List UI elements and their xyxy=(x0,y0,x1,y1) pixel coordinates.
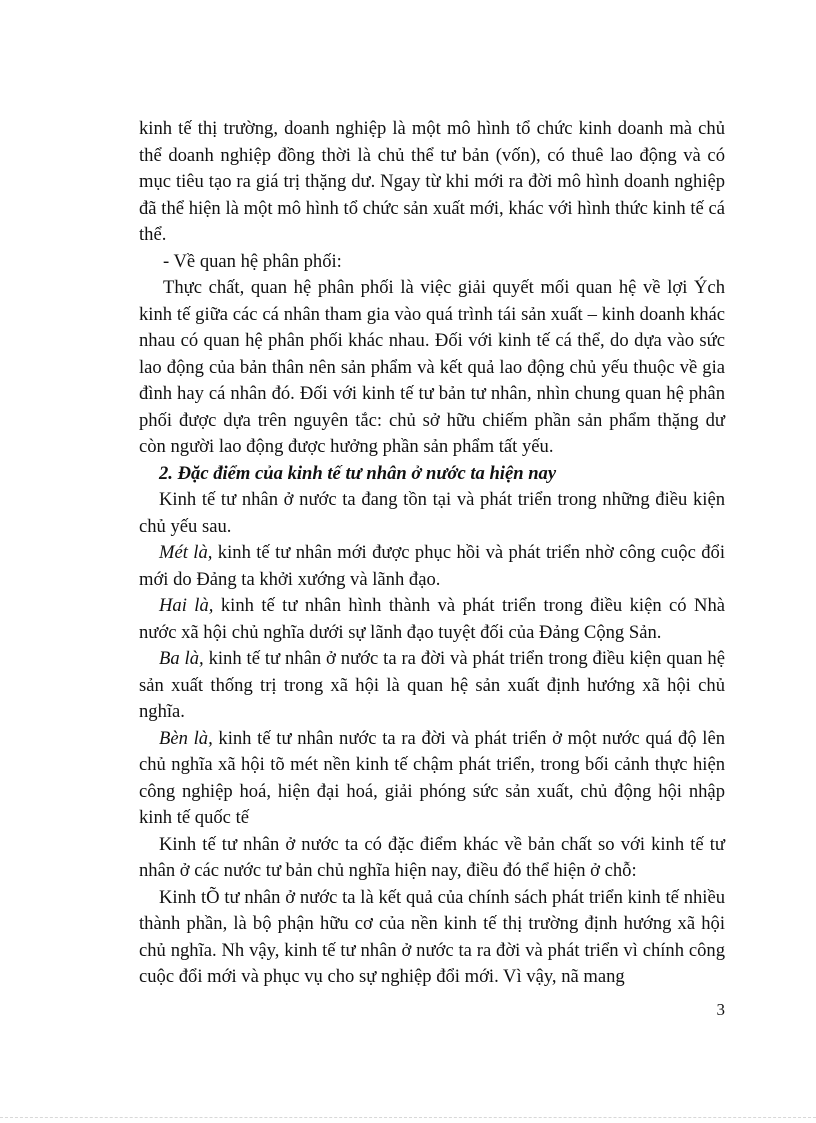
paragraph-conditions-intro: Kinh tế tư nhân ở nước ta đang tồn tại và phát triển trong những điều kiện chủ yếu sau. xyxy=(139,489,725,537)
paragraph-condition-4 xyxy=(139,726,725,832)
condition-2-lead: Hai là, xyxy=(159,595,214,616)
page-bottom-border xyxy=(0,1117,816,1118)
condition-4-text: kinh tế tư nhân nước ta ra đời và phát triển ở một nước quá độ lên chủ nghĩa xã hội tõ mét nền kinh tế chậm phát triển, trong bối cảnh thực hiện công nghiệp hoá, hiện đại hoá, giải phóng sức sản xuất, chủ động hội nhập kinh tế quốc tế xyxy=(139,727,725,828)
paragraph-condition-1 xyxy=(139,540,725,593)
paragraph-private-economy: Kinh tÕ tư nhân ở nước ta là kết quả của chính sách phát triển kinh tế nhiều thành phần, là bộ phận hữu cơ của nền kinh tế thị trường định hướng xã hội chủ nghĩa. Nh vậy, kinh tế tư nhân ở nước ta ra đời và phát triển vì chính công cuộc đổi mới và phục vụ cho sự nghiệp đổi mới. Vì vậy, nã mang xyxy=(139,886,725,987)
condition-4-lead: Bèn là, xyxy=(159,727,213,749)
condition-3-text: kinh tế tư nhân ở nước ta ra đời và phát triển trong điều kiện quan hệ sản xuất thống trị trong xã hội là quan hệ sản xuất định hướng xã hội chủ nghĩa. xyxy=(139,648,725,722)
paragraph-condition-3 xyxy=(139,646,725,726)
body-text xyxy=(139,116,725,991)
subheading-distribution: - Về quan hệ phân phối: xyxy=(163,250,342,272)
section-heading: 2. Đặc điểm của kinh tế tư nhân ở nước ta hiện nay xyxy=(159,462,557,484)
paragraph-characteristics: Kinh tế tư nhân ở nước ta có đặc điểm khác về bản chất so với kinh tế tư nhân ở các nước tư bản chủ nghĩa hiện nay, điều đó thể hiện ở chỗ: xyxy=(139,833,725,881)
condition-3-lead: Ba là, xyxy=(159,648,204,669)
paragraph-condition-2 xyxy=(139,593,725,646)
paragraph-distribution: Thực chất, quan hệ phân phối là việc giải quyết mối quan hệ về lợi Ých kinh tế giữa các cá nhân tham gia vào quá trình tái sản xuất – kinh doanh khác nhau có quan hệ phân phối khác nhau. Đối với kinh tế cá thể, do dựa vào sức lao động của bản thân nên sản phẩm và kết quả lao động chủ yếu thuộc về gia đình hay cá nhân đó. Đối với kinh tế tư bản tư nhân, nhìn chung quan hệ phân phối được dựa trên nguyên tắc: chủ sở hữu chiếm phần sản phẩm thặng dư còn người lao động được hưởng phần sản phẩm tất yếu. xyxy=(139,277,725,457)
paragraph-enterprise-model: kinh tế thị trường, doanh nghiệp là một mô hình tổ chức kinh doanh mà chủ thể doanh nghiệp đồng thời là chủ thể tư bản (vốn), có thuê lao động và có mục tiêu tạo ra giá trị thặng dư. Ngay từ khi mới ra đời mô hình doanh nghiệp đã thể hiện là một mô hình tổ chức sản xuất mới, khác với hình thức kinh tế cá thể. xyxy=(139,118,725,245)
page-number: 3 xyxy=(716,1000,725,1019)
condition-1-lead: Mét là, xyxy=(159,542,213,563)
condition-1-text: kinh tế tư nhân mới được phục hồi và phát triển nhờ công cuộc đổi mới do Đảng ta khởi xướng và lãnh đạo. xyxy=(139,542,726,590)
condition-2-text: kinh tế tư nhân hình thành và phát triển trong điều kiện có Nhà nước xã hội chủ nghĩa dưới sự lãnh đạo tuyệt đối của Đảng Cộng Sản. xyxy=(139,595,726,643)
